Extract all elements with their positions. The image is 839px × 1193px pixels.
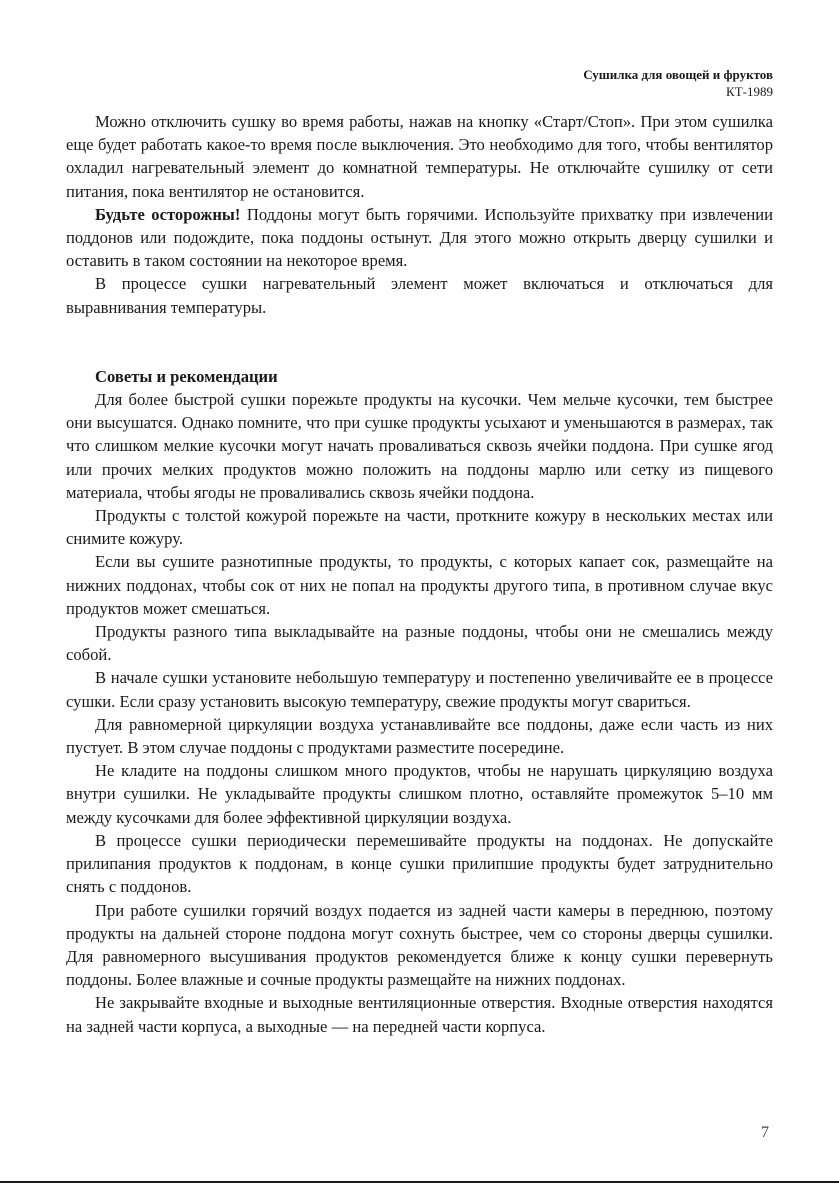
tip-paragraph: В начале сушки установите небольшую температуру и постепенно увеличивайте ее в процессе сушки. Если сразу установить высокую температуру, свежие продукты могут свариться. bbox=[66, 668, 773, 711]
tip-paragraph: Не закрывайте входные и выходные вентиляционные отверстия. Входные отверстия находятся на задней части корпуса, а выходные — на передней части корпуса. bbox=[66, 993, 773, 1036]
running-header bbox=[583, 66, 773, 100]
header-title: Сушилка для овощей и фруктов bbox=[583, 67, 773, 82]
paragraph-stop-drying: Можно отключить сушку во время работы, нажав на кнопку «Старт/Стоп». При этом сушилка еще будет работать какое-то время после выключения. Это необходимо для того, чтобы вентилятор охладил нагревательный элемент до комнатной температуры. Не отключайте сушилку от сети питания, пока вентилятор не остановится. bbox=[66, 112, 773, 201]
tip-paragraph: Не кладите на поддоны слишком много продуктов, чтобы не нарушать циркуляцию воздуха внутри сушилки. Не укладывайте продукты слишком плотно, оставляйте промежуток 5–10 мм между кусочками для более эффективной циркуляции воздуха. bbox=[66, 761, 773, 827]
section-spacer bbox=[66, 319, 773, 365]
tip-paragraph: Продукты разного типа выкладывайте на разные поддоны, чтобы они не смешались между собой. bbox=[66, 622, 773, 665]
header-model-number: КТ-1989 bbox=[726, 84, 773, 99]
paragraph-heating-element: В процессе сушки нагревательный элемент может включаться и отключаться для выравнивания температуры. bbox=[66, 274, 773, 317]
tip-paragraph: Для более быстрой сушки порежьте продукты на кусочки. Чем мельче кусочки, тем быстрее они высушатся. Однако помните, что при сушке продукты усыхают и уменьшаются в размерах, так что слишком мелкие кусочки могут начать проваливаться сквозь ячейки поддона. При сушке ягод или прочих мелких продуктов можно положить на поддоны марлю или сетку из пищевого материала, чтобы ягоды не проваливались сквозь ячейки поддона. bbox=[66, 390, 773, 502]
tip-paragraph: Продукты с толстой кожурой порежьте на части, проткните кожуру в нескольких местах или снимите кожуру. bbox=[66, 506, 773, 549]
tip-paragraph: Для равномерной циркуляции воздуха устанавливайте все поддоны, даже если часть из них пустует. В этом случае поддоны с продуктами разместите посередине. bbox=[66, 714, 773, 758]
tip-paragraph: В процессе сушки периодически перемешивайте продукты на поддонах. Не допускайте прилипания продуктов к поддонам, в конце сушки прилипшие продукты будет затруднительно снять с поддонов. bbox=[66, 830, 773, 897]
body-text bbox=[66, 110, 773, 1038]
paragraph-caution bbox=[66, 203, 773, 273]
bottom-divider bbox=[0, 1181, 839, 1183]
page-number: 7 bbox=[761, 1124, 769, 1141]
caution-label: Будьте осторожны! bbox=[95, 204, 241, 224]
tip-paragraph: При работе сушилки горячий воздух подается из задней части камеры в переднюю, поэтому продукты на дальней стороне поддона могут сохнуть быстрее, чем со стороны дверцы сушилки. Для равномерного высушивания продуктов рекомендуется ближе к концу сушки перевернуть поддоны. Более влажные и сочные продукты размещайте на нижних поддонах. bbox=[66, 900, 773, 990]
section-heading-tips: Советы и рекомендации bbox=[95, 366, 278, 386]
tip-paragraph: Если вы сушите разнотипные продукты, то продукты, с которых капает сок, размещайте на нижних поддонах, чтобы сок от них не попал на продукты другого типа, в противном случае вкус продуктов может смешаться. bbox=[66, 552, 773, 618]
caution-text: Поддоны могут быть горячими. Используйте прихватку при извлечении поддонов или подождите, пока поддоны остынут. Для этого можно открыть дверцу сушилки и оставить в таком состоянии на некоторое время. bbox=[66, 204, 773, 271]
